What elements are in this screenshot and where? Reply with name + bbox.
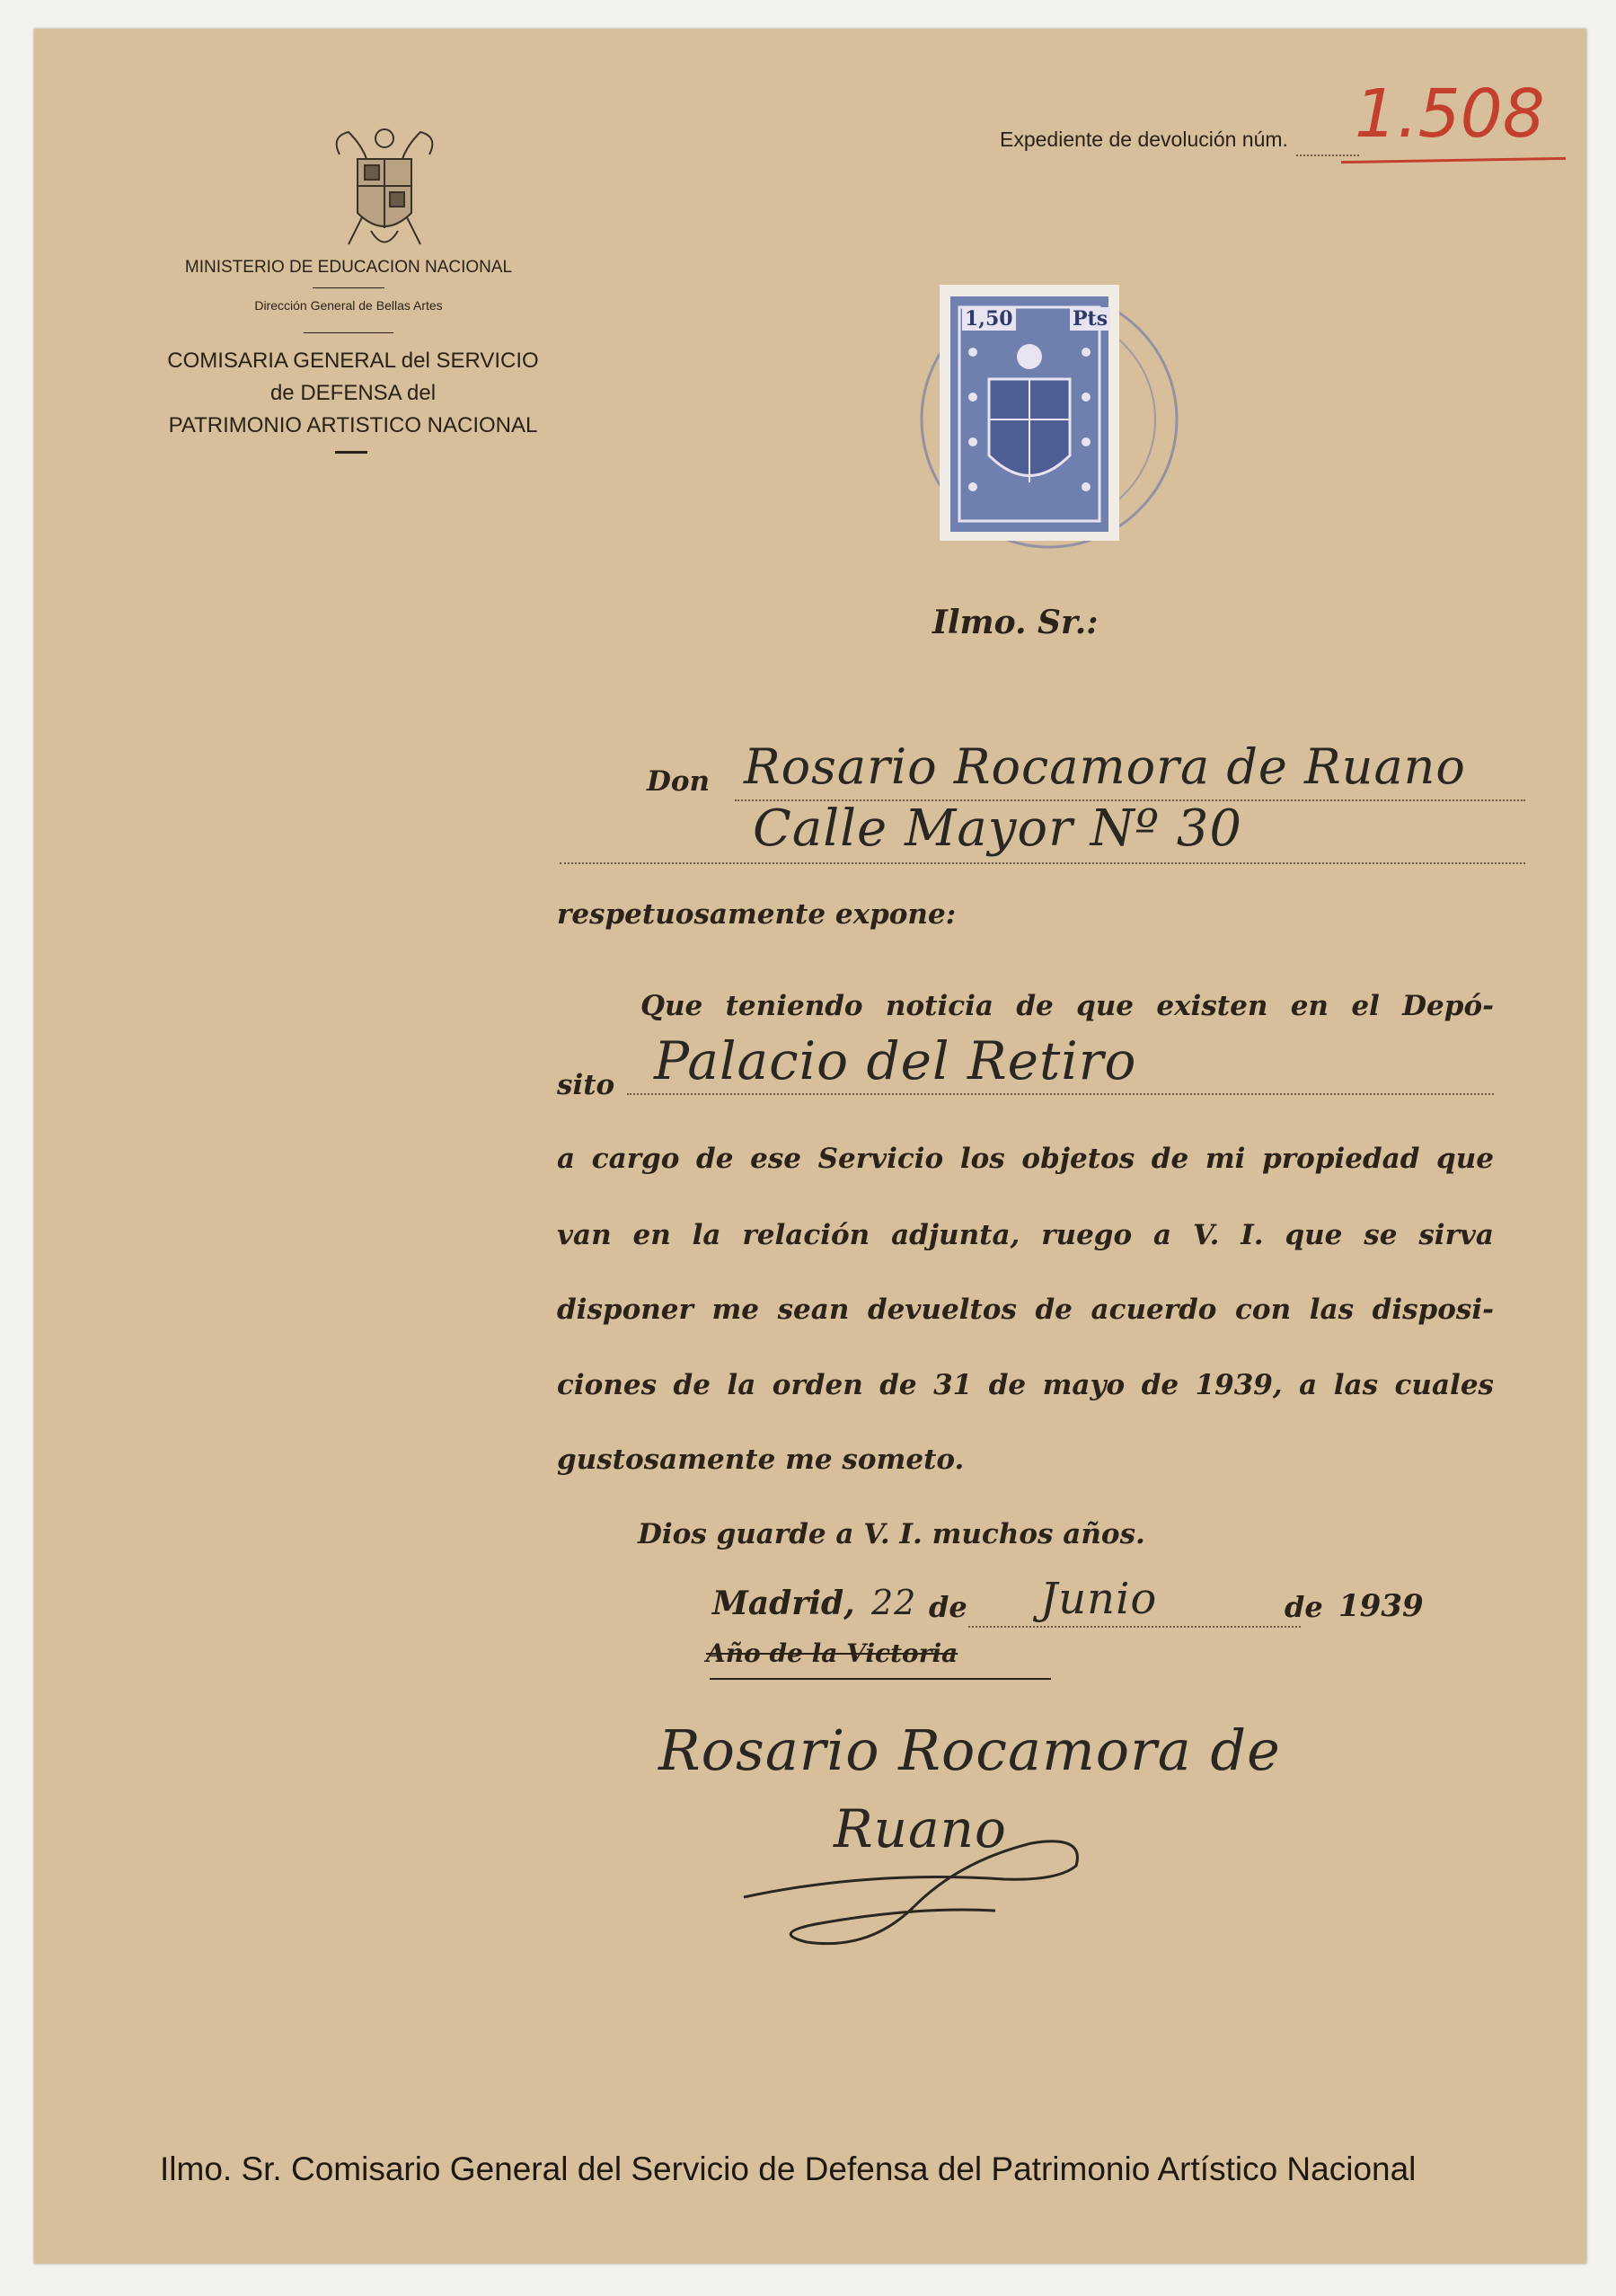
- body-line: gustosamente me someto.: [557, 1444, 965, 1476]
- date-de: de: [929, 1590, 967, 1624]
- petitioner-address: Calle Mayor Nº 30: [753, 799, 1243, 858]
- salutation: Ilmo. Sr.:: [932, 604, 1099, 641]
- direccion-general: Dirección General de Bellas Artes: [254, 298, 443, 313]
- divider: [335, 451, 367, 454]
- date-de: de: [1285, 1590, 1323, 1624]
- dotted-line: [627, 1093, 1494, 1095]
- body-line: a cargo de ese Servicio los objetos de mi propiedad que: [557, 1143, 1494, 1175]
- body-line: van en la relación adjunta, ruego a V. I. que se sirva: [557, 1219, 1494, 1251]
- stamp-value: 1,50: [962, 307, 1016, 331]
- date-day: 22: [871, 1583, 917, 1622]
- ministry-name: MINISTERIO DE EDUCACION NACIONAL: [184, 258, 513, 277]
- underline: [710, 1678, 1051, 1680]
- date-place: Madrid,: [712, 1585, 855, 1622]
- comisaria-heading: [160, 345, 546, 442]
- struck-text: Año de la Victoria: [706, 1638, 958, 1668]
- body-line: ciones de la orden de 31 de mayo de 1939, a las cuales: [557, 1369, 1494, 1401]
- comisaria-line: COMISARIA GENERAL del SERVICIO: [167, 349, 539, 373]
- footer-addressee: Ilmo. Sr. Comisario General del Servicio de Defensa del Patrimonio Artístico Nacional: [160, 2150, 1417, 2187]
- coat-of-arms-icon: [322, 119, 447, 262]
- date-year: 1939: [1338, 1588, 1424, 1624]
- body-line: disponer me sean devueltos de acuerdo con las disposi-: [557, 1294, 1494, 1326]
- comisaria-line: PATRIMONIO ARTISTICO NACIONAL: [168, 413, 538, 437]
- closing-line: Dios guarde a V. I. muchos años.: [638, 1518, 1145, 1550]
- red-underline: [1341, 157, 1566, 163]
- petitioner-name: Rosario Rocamora de Ruano: [744, 738, 1466, 795]
- document-sheet: [34, 29, 1586, 2264]
- date-month: Junio: [1040, 1574, 1158, 1624]
- don-label: Don: [647, 765, 711, 798]
- stamp-unit: Pts: [1070, 307, 1110, 331]
- dotted-line: [1296, 155, 1359, 156]
- dotted-line: [968, 1626, 1301, 1628]
- expone-text: respetuosamente expone:: [557, 898, 957, 931]
- expediente-label: Expediente de devolución núm.: [1000, 128, 1288, 151]
- tax-stamp: [874, 253, 1197, 559]
- body-line: Que teniendo noticia de que existen en el Depó-: [640, 990, 1494, 1022]
- expediente-number: 1.508: [1355, 75, 1545, 153]
- divider: [313, 287, 384, 288]
- sito-label: sito: [557, 1069, 615, 1101]
- signature-line: Ruano: [834, 1798, 1007, 1859]
- stamp-design-icon: [874, 253, 1197, 559]
- signature-line: Rosario Rocamora de: [658, 1718, 1281, 1783]
- deposito-name: Palacio del Retiro: [654, 1030, 1137, 1091]
- divider: [304, 332, 393, 333]
- signature-flourish-icon: [735, 1816, 1148, 1960]
- dotted-line: [560, 862, 1525, 864]
- comisaria-line: de DEFENSA del: [269, 381, 437, 405]
